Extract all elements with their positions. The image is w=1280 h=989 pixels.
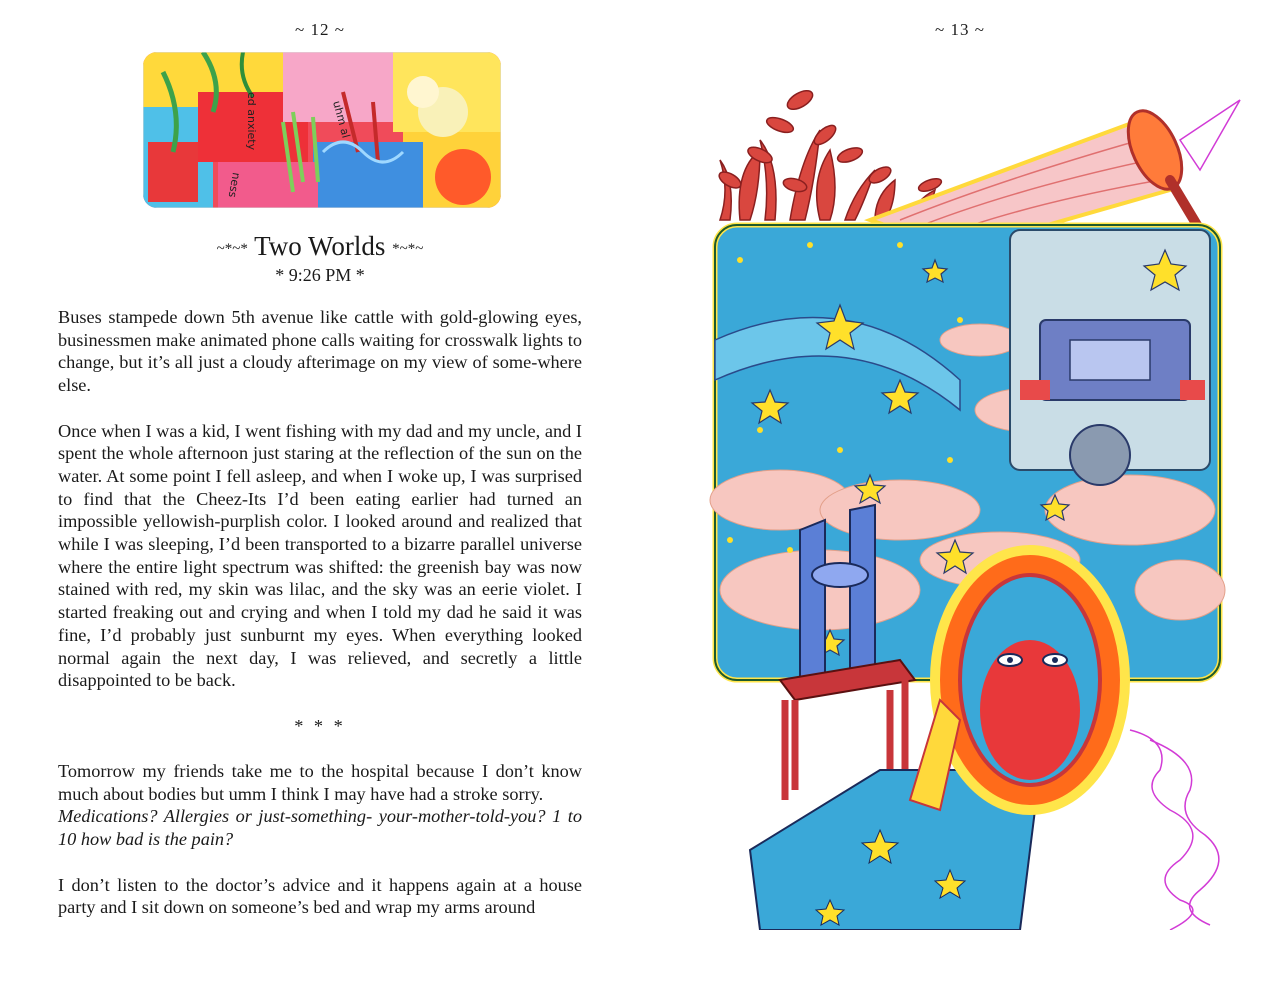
paragraph: Buses stampede down 5th avenue like cattle with gold-glowing eyes, businessmen make animated phone calls waiting for crosswalk lights to change, but it’s all just a cloudy afterimage on my view of some-where else. [58, 307, 582, 396]
title-decoration: ~*~* [216, 240, 248, 257]
collage-word: uhm al [330, 99, 353, 140]
collage-word: ness [225, 171, 243, 199]
chapter-title: Two Worlds [254, 231, 386, 261]
right-page [640, 0, 1280, 989]
italic-text: Medications? Allergies or just-something- your-mother-told-you? 1 to 10 how bad is the pain? [58, 806, 582, 850]
page-number: ~ 13 ~ [935, 20, 985, 39]
collage-art [143, 52, 501, 208]
collage-illustration [143, 52, 501, 208]
chapter-time: * 9:26 PM * [275, 264, 365, 285]
plant-icon [717, 87, 943, 220]
section-separator: * * * [294, 715, 346, 736]
collage-word: ed anxiety [245, 92, 258, 151]
chapter-heading [0, 230, 640, 285]
paragraph: Once when I was a kid, I went fishing with my dad and my uncle, and I spent the whole afternoon just staring at the reflection of the sun on the water. At some point I fell asleep, and when I woke up, I was surprised to find that the Cheez-Its I’d been eating earlier had turned an impossible yellowish-purplish color. I looked around and realized that while I was sleeping, I’d been transported to a bizarre parallel universe where the entire light spectrum was shifted: the greenish bay was now stained with red, my skin was lilac, and the sky was an eerie violet. I started freaking out and crying and when I told my dad he said it was fine, I’d probably just sunburnt my eyes. When everything looked normal again the next day, I was relieved, and secretly a little disappointed to be back. [58, 420, 582, 691]
title-decoration: *~*~ [392, 240, 424, 257]
two-worlds-illustration [700, 80, 1260, 930]
paragraph-text: Tomorrow my friends take me to the hospital because I don’t know much about bodies but umm I think I may have had a stroke sorry. [58, 761, 582, 804]
illustration [700, 80, 1260, 930]
page-number: ~ 12 ~ [295, 20, 345, 39]
paragraph: I don’t listen to the doctor’s advice and it happens again at a house party and I sit down on someone’s bed and wrap my arms around [58, 874, 582, 918]
paragraph [58, 760, 582, 851]
story-text [58, 306, 582, 942]
